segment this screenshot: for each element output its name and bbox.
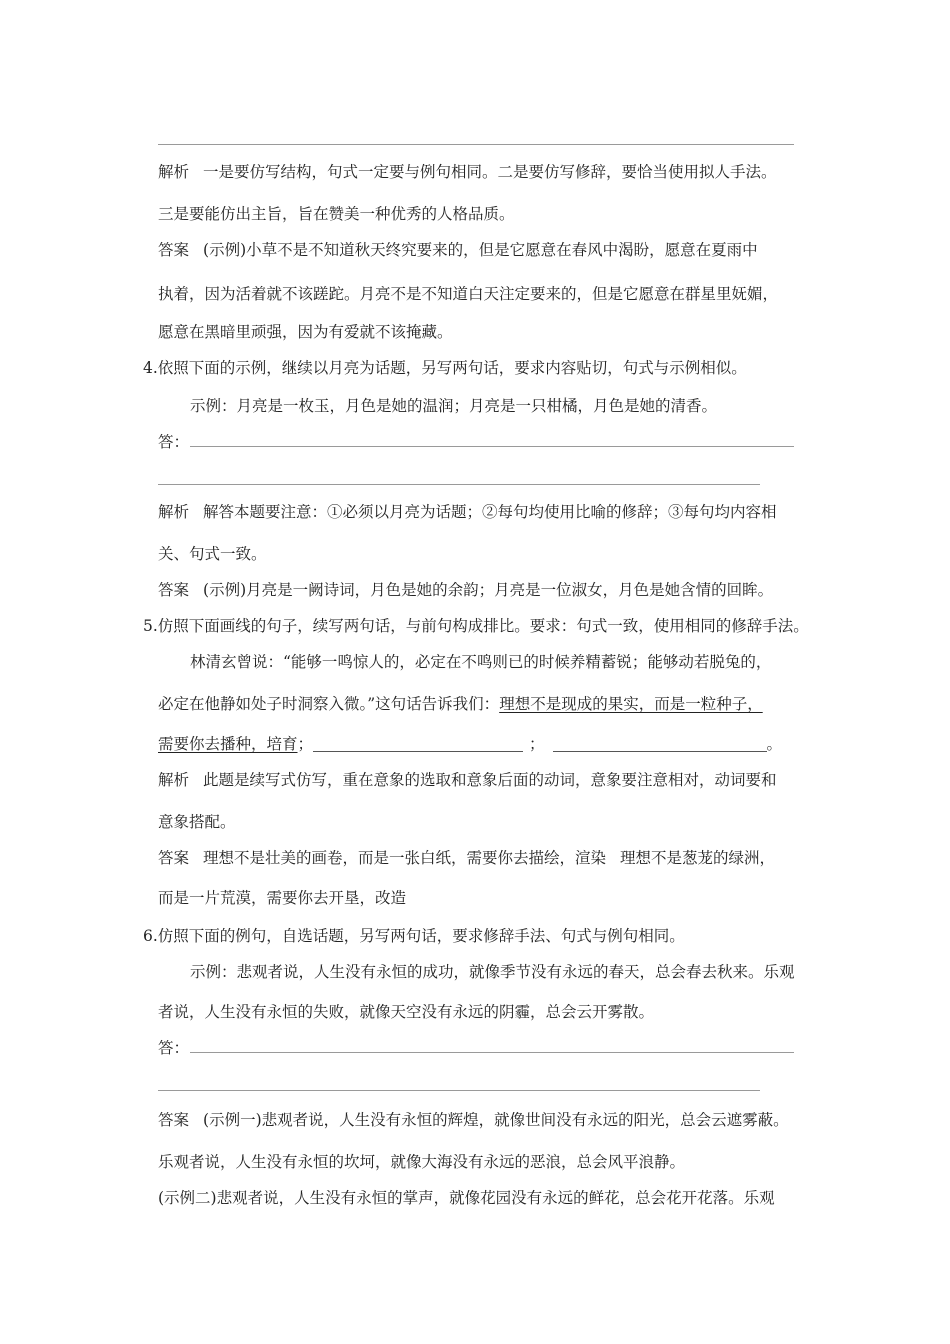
answer-line-text [158,580,773,600]
question-text: 仿照下面的例句，自选话题，另写两句话，要求修辞手法、句式与例句相同。 [157,927,685,945]
answer-text: (示例)月亮是一阙诗词，月色是她的余韵；月亮是一位淑女，月色是她含情的回眸。 [203,581,774,599]
fill-blank-2[interactable] [553,751,767,752]
question-number: 5. [143,617,158,635]
analysis-label: 解析 [158,163,190,181]
answer-line-text [158,1110,789,1130]
answer-line-text: 执着，因为活着就不该蹉跎。月亮不是不知道白天注定要来的，但是它愿意在群星里妩媚， [158,285,779,303]
underlined-sentence: 需要你去播种，培育 [158,735,298,753]
answer-line [158,144,794,145]
answer-prompt: 答： [158,433,190,451]
analysis-label: 解析 [158,503,190,521]
answer-text: (示例一)悲观者说，人生没有永恒的辉煌，就像世间没有永远的阳光，总会云遮雾蔽。 [203,1111,789,1129]
analysis-text: 此题是续写式仿写，重在意象的选取和意象后面的动词，意象要注意相对，动词要和 [203,771,777,789]
answer-line-text: (示例二)悲观者说，人生没有永恒的掌声，就像花园没有永远的鲜花，总会花开花落。乐观 [158,1189,775,1207]
question-number: 4. [143,359,158,377]
answer-line-text: 乐观者说，人生没有永恒的坎坷，就像大海没有永远的恶浪，总会风平浪静。 [158,1153,686,1171]
question-stem [143,616,809,636]
answer-text: (示例)小草不是不知道秋天终究要来的，但是它愿意在春风中渴盼，愿意在夏雨中 [203,241,758,259]
answer-blank-line[interactable] [158,1090,760,1091]
answer-blank-line[interactable] [158,484,760,485]
answer-label: 答案 [158,1111,190,1129]
question-stem [143,358,747,378]
fill-blank-1[interactable] [313,751,523,752]
answer-blank-line[interactable] [190,446,794,447]
answer-label: 答案 [158,241,190,259]
analysis-text: 一是要仿写结构，句式一定要与例句相同。二是要仿写修辞，要恰当使用拟人手法。 [203,163,777,181]
answer-text: 理想不是壮美的画卷，而是一张白纸，需要你去描绘，渲染 [203,849,607,867]
question-stem [143,926,685,946]
passage-plain: 必定在他静如处子时洞察入微。”这句话告诉我们： [158,695,500,713]
analysis-line [158,770,777,790]
question-text: 仿照下面画线的句子，续写两句话，与前句构成排比。要求：句式一致，使用相同的修辞手法。 [157,617,809,635]
example-text: 示例：悲观者说，人生没有永恒的成功，就像季节没有永远的春天，总会春去秋来。乐观 [190,963,795,981]
answer-label: 答案 [158,849,190,867]
analysis-label: 解析 [158,771,190,789]
answer-line-text: 而是一片荒漠，需要你去开垦，改造 [158,889,407,907]
answer-label: 答案 [158,581,190,599]
question-number: 6. [143,927,158,945]
example-text: 者说，人生没有永恒的失败，就像天空没有永远的阴霾，总会云开雾散。 [158,1003,655,1021]
passage-text [158,734,782,754]
answer-line-text [158,240,758,260]
passage-text [158,694,763,714]
answer-line-text: 愿意在黑暗里顽强，因为有爱就不该掩藏。 [158,323,453,341]
analysis-line: 关、句式一致。 [158,545,267,563]
answer-line-text [158,848,775,868]
separator: ； [297,735,314,753]
answer-blank-line[interactable] [190,1052,794,1053]
example-text: 示例：月亮是一枚玉，月色是她的温润；月亮是一只柑橘，月色是她的清香。 [190,397,718,415]
analysis-line: 三是要能仿出主旨，旨在赞美一种优秀的人格品质。 [158,205,515,223]
answer-text: 理想不是葱茏的绿洲， [620,849,776,867]
passage-text: 林清玄曾说：“能够一鸣惊人的，必定在不鸣则已的时候养精蓄锐；能够动若脱兔的， [190,653,772,671]
question-text: 依照下面的示例，继续以月亮为话题，另写两句话，要求内容贴切，句式与示例相似。 [157,359,747,377]
analysis-line: 意象搭配。 [158,813,236,831]
separator: ； [529,735,545,753]
analysis-line [158,502,777,522]
analysis-text: 解答本题要注意：①必须以月亮为话题；②每句均使用比喻的修辞；③每句均内容相 [203,503,777,521]
end-mark: 。 [766,735,783,753]
answer-prompt: 答： [158,1039,190,1057]
underlined-sentence: 理想不是现成的果实，而是一粒种子， [499,695,763,713]
analysis-line [158,162,777,182]
